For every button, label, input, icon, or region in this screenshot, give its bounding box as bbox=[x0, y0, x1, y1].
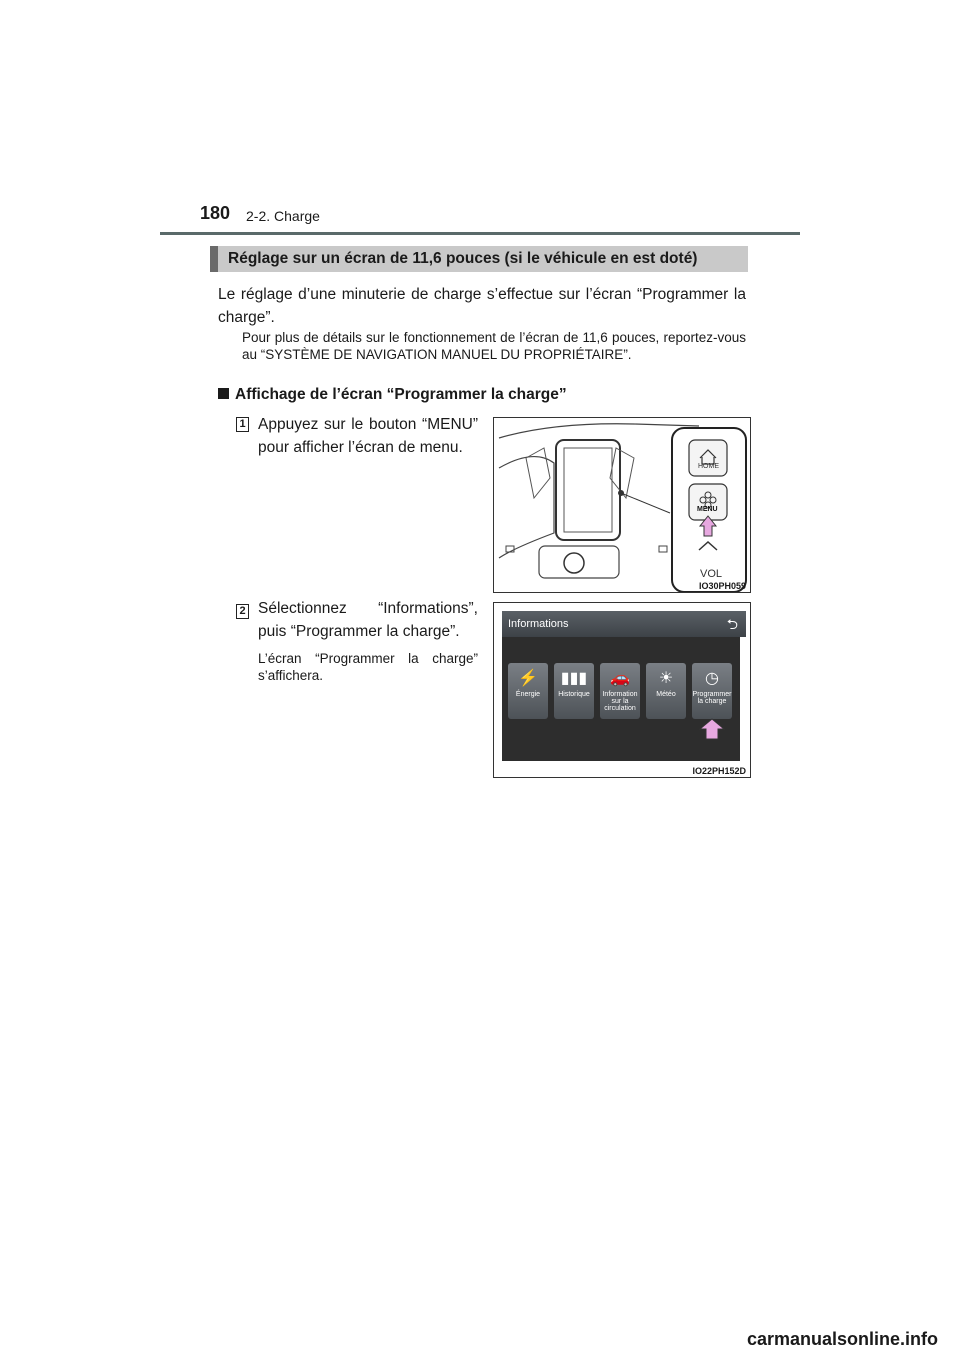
tile-label: Information sur la circulation bbox=[602, 691, 638, 712]
traffic-icon: 🚗 bbox=[610, 670, 630, 687]
header-rule bbox=[160, 232, 800, 235]
bar-chart-icon: ▮▮▮ bbox=[560, 670, 588, 687]
section-title: Réglage sur un écran de 11,6 pouces (si le véhicule en est doté) bbox=[210, 246, 748, 272]
dashboard-figure bbox=[493, 417, 751, 593]
info-screen bbox=[502, 611, 740, 761]
step-2-text: Sélectionnez “Informations”, puis “Programmer la charge”. bbox=[258, 600, 478, 640]
menu-label: MENU bbox=[697, 506, 718, 513]
tile-label: Historique bbox=[558, 691, 590, 698]
step-number-1: 1 bbox=[236, 417, 249, 432]
step-2-note: L’écran “Programmer la charge” s’affichera. bbox=[258, 651, 478, 683]
figure-code: IO22PH152D bbox=[692, 766, 746, 776]
back-icon: ⮌ bbox=[726, 616, 738, 632]
step-1-text: Appuyez sur le bouton “MENU” pour afficher l’écran de menu. bbox=[258, 416, 478, 456]
home-label: HOME bbox=[698, 463, 719, 470]
tile-label: Programmer la charge bbox=[692, 691, 732, 705]
page-number: 180 bbox=[200, 203, 231, 223]
screen-title: Informations bbox=[508, 618, 569, 630]
info-screen-figure bbox=[493, 602, 751, 778]
energy-icon: ⚡ bbox=[518, 670, 538, 687]
step-number-2: 2 bbox=[236, 604, 249, 619]
note-paragraph: Pour plus de détails sur le fonctionnement de l’écran de 11,6 pouces, reportez-vous au “SYSTÈME DE NAVIGATION MANUEL DU PROPRIÉTAIRE”. bbox=[242, 330, 746, 362]
weather-icon: ☀ bbox=[658, 670, 674, 687]
clock-plug-icon: ◷ bbox=[705, 670, 719, 687]
watermark: carmanualsonline.info bbox=[746, 1329, 938, 1349]
figure-code: IO30PH059 bbox=[698, 581, 746, 591]
section-label: 2-2. Charge bbox=[246, 208, 320, 224]
bullet-square-icon bbox=[218, 388, 229, 399]
dashboard-illustration bbox=[494, 418, 750, 592]
vol-label: VOL bbox=[700, 568, 723, 580]
pointer-arrow-icon bbox=[502, 611, 740, 761]
sub-heading-text: Affichage de l’écran “Programmer la charge” bbox=[235, 386, 567, 403]
sub-heading bbox=[218, 386, 567, 404]
tile-label: Énergie bbox=[515, 691, 541, 698]
tile-label: Météo bbox=[656, 691, 676, 698]
intro-paragraph: Le réglage d’une minuterie de charge s’effectue sur l’écran “Programmer la charge”. bbox=[218, 286, 746, 326]
